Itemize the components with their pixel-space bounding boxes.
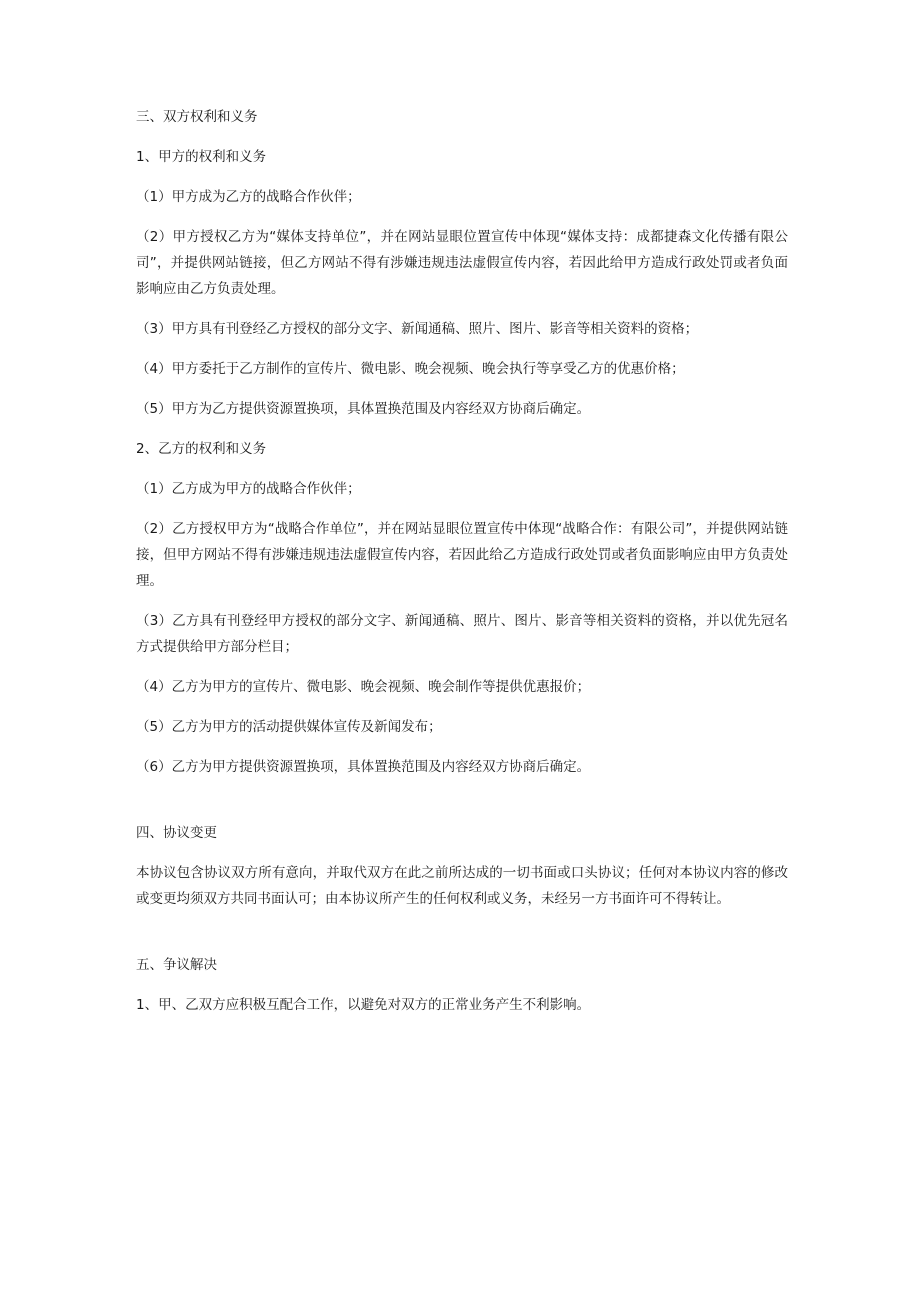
section-3-part-1-title: 1、甲方的权利和义务: [136, 149, 267, 165]
section-5-title: 五、争议解决: [136, 957, 217, 973]
section-5-item-1: 1、甲、乙双方应积极互配合工作，以避免对双方的正常业务产生不利影响。: [136, 997, 591, 1013]
document-page: [136, 104, 788, 1032]
part-2-item-1: （1）乙方成为甲方的战略合作伙伴；: [136, 481, 361, 497]
part-1-item-5: （5）甲方为乙方提供资源置换项，具体置换范围及内容经双方协商后确定。: [136, 401, 591, 417]
section-3-part-2-title: 2、乙方的权利和义务: [136, 441, 267, 457]
section-4-title: 四、协议变更: [136, 825, 217, 841]
part-2-item-4: （4）乙方为甲方的宣传片、微电影、晚会视频、晚会制作等提供优惠报价；: [136, 679, 591, 695]
part-2-item-2: （2）乙方授权甲方为“战略合作单位”，并在网站显眼位置宣传中体现“战略合作：有限公司”，并提供网站链接，但甲方网站不得有涉嫌违规违法虚假宣传内容，若因此给乙方造成行政处罚或者负面影响应由甲方负责处理。: [136, 521, 788, 589]
part-2-item-6: （6）乙方为甲方提供资源置换项，具体置换范围及内容经双方协商后确定。: [136, 759, 591, 775]
part-1-item-4: （4）甲方委托于乙方制作的宣传片、微电影、晚会视频、晚会执行等享受乙方的优惠价格；: [136, 361, 685, 377]
part-1-item-1: （1）甲方成为乙方的战略合作伙伴；: [136, 189, 361, 205]
part-1-item-2: （2）甲方授权乙方为“媒体支持单位”，并在网站显眼位置宣传中体现“媒体支持：成都捷森文化传播有限公司”，并提供网站链接，但乙方网站不得有涉嫌违规违法虚假宣传内容，若因此给甲方造成行政处罚或者负面影响应由乙方负责处理。: [136, 229, 788, 297]
part-2-item-3: （3）乙方具有刊登经甲方授权的部分文字、新闻通稿、照片、图片、影音等相关资料的资格，并以优先冠名方式提供给甲方部分栏目；: [136, 613, 788, 655]
section-3-title: 三、双方权利和义务: [136, 109, 258, 125]
part-2-item-5: （5）乙方为甲方的活动提供媒体宣传及新闻发布；: [136, 719, 442, 735]
part-1-item-3: （3）甲方具有刊登经乙方授权的部分文字、新闻通稿、照片、图片、影音等相关资料的资格；: [136, 321, 699, 337]
section-4-body: 本协议包含协议双方所有意向，并取代双方在此之前所达成的一切书面或口头协议；任何对本协议内容的修改或变更均须双方共同书面认可；由本协议所产生的任何权利或义务，未经另一方书面许可不得转让。: [136, 865, 788, 907]
